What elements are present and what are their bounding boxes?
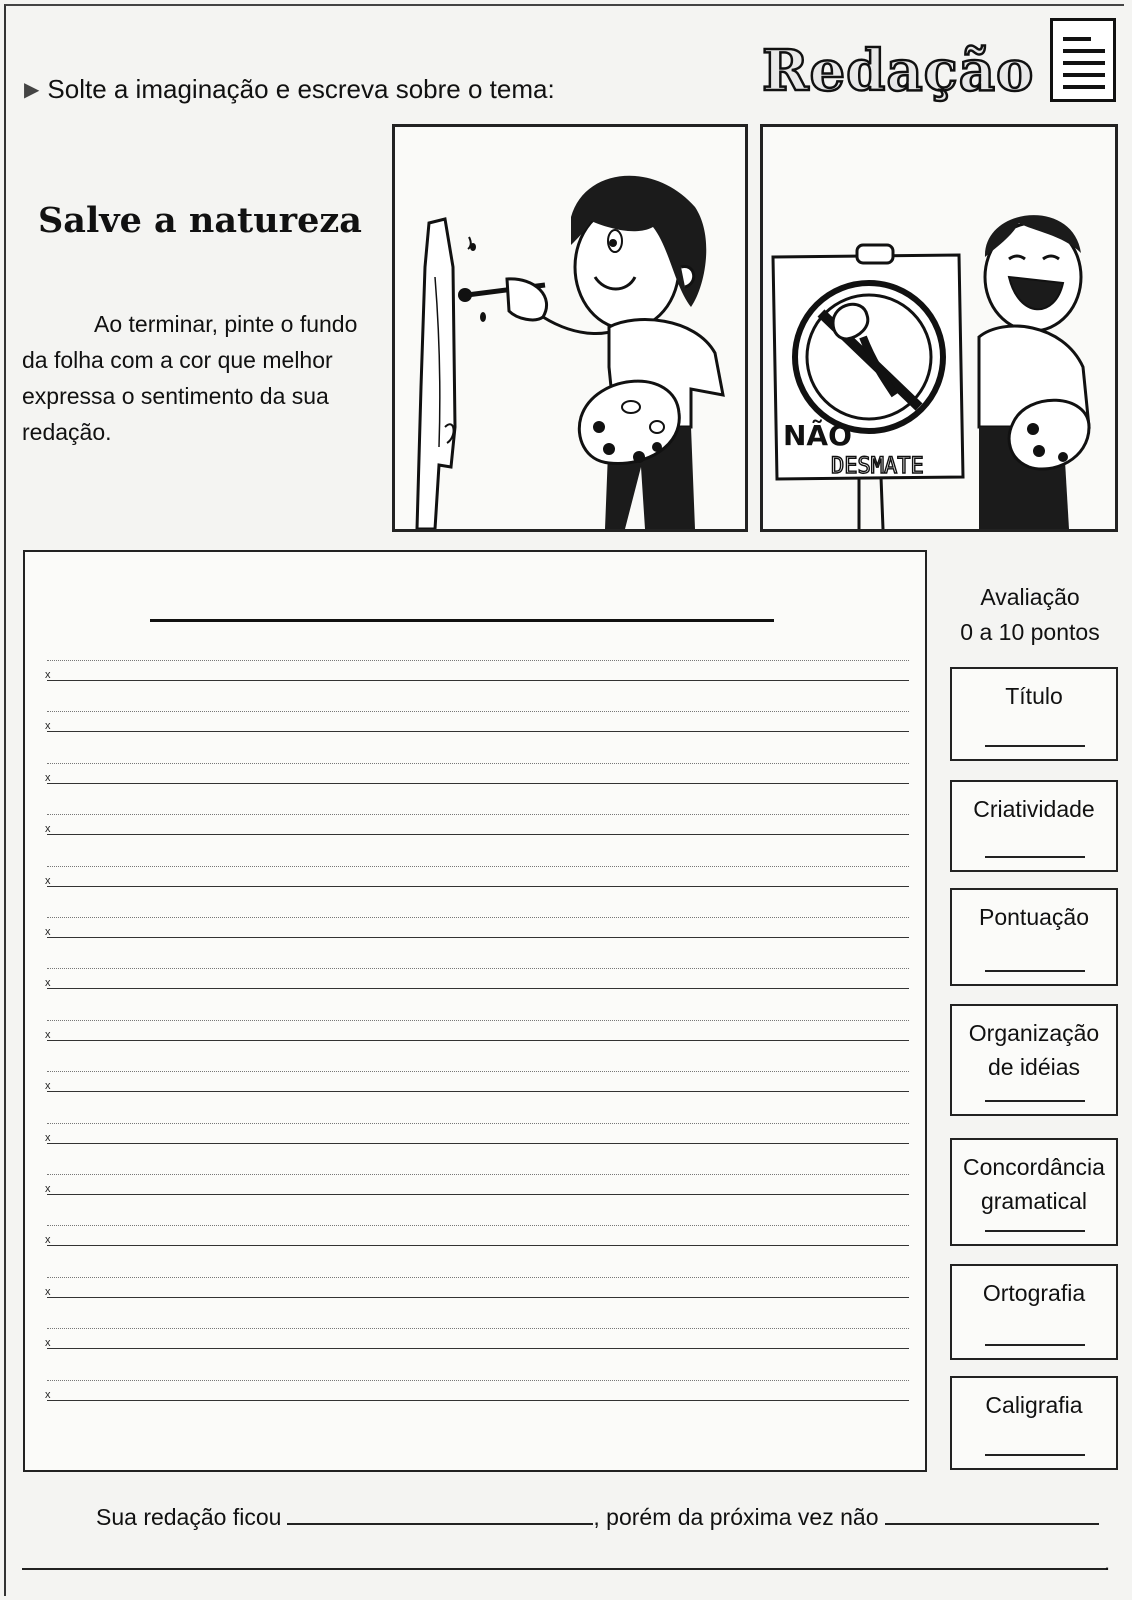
criterion-label-2: de idéias [987, 1054, 1081, 1080]
feedback-blank-2[interactable] [885, 1503, 1099, 1525]
writing-line[interactable] [47, 691, 909, 743]
illustration-panel-sign [760, 124, 1118, 532]
final-period: . [1104, 1550, 1111, 1575]
criterion-label: Organização [968, 1020, 1100, 1046]
line-marker: x [45, 1388, 51, 1401]
evaluation-box-concordancia[interactable] [950, 1138, 1118, 1246]
feedback-text-1: Sua redação ficou [96, 1504, 282, 1530]
writing-line[interactable] [47, 1308, 909, 1360]
criterion-label: Criatividade [973, 796, 1095, 822]
evaluation-title-line1: Avaliação [980, 584, 1080, 610]
feedback-sentence [96, 1503, 1099, 1531]
theme-instruction: Ao terminar, pinte o fundo da folha com a cor que melhor expressa o sentimento da sua redação. [22, 311, 358, 445]
writing-line[interactable] [47, 1000, 909, 1052]
writing-line[interactable] [47, 1051, 909, 1103]
score-line[interactable] [985, 1100, 1085, 1102]
score-line[interactable] [985, 745, 1085, 747]
writing-line[interactable] [47, 897, 909, 949]
writing-area[interactable] [23, 550, 927, 1472]
sign-text-desmate: DESMATE [831, 454, 924, 479]
writing-line[interactable] [47, 846, 909, 898]
line-marker: x [45, 771, 51, 784]
criterion-label-2: gramatical [980, 1188, 1088, 1214]
writing-line[interactable] [47, 1103, 909, 1155]
writing-line[interactable] [47, 948, 909, 1000]
header-instruction-text: Solte a imaginação e escreva sobre o tema: [47, 74, 555, 104]
line-marker: x [45, 1337, 51, 1350]
criterion-label: Caligrafia [985, 1392, 1083, 1418]
feedback-text-2: , porém da próxima vez não [593, 1504, 879, 1530]
line-marker: x [45, 977, 51, 990]
illustration-panel-painting [392, 124, 748, 532]
criterion-label: Ortografia [982, 1280, 1086, 1306]
line-marker: x [45, 1131, 51, 1144]
evaluation-box-pontuacao[interactable] [950, 888, 1118, 986]
criterion-label: Pontuação [979, 904, 1089, 930]
line-marker: x [45, 1183, 51, 1195]
line-marker: x [45, 1234, 51, 1247]
line-marker: x [45, 720, 51, 733]
logo-title: Redação [762, 38, 1035, 104]
boy-painting-illustration [395, 127, 745, 529]
writing-line[interactable] [47, 743, 909, 795]
line-marker: x [45, 823, 51, 836]
criterion-label: Título [1005, 683, 1063, 709]
writing-line[interactable] [47, 1154, 909, 1206]
score-line[interactable] [985, 1454, 1085, 1456]
score-line[interactable] [985, 1344, 1085, 1346]
essay-title-line[interactable] [150, 619, 774, 622]
line-marker: x [45, 669, 51, 681]
header-instruction [24, 74, 555, 105]
score-line[interactable] [985, 856, 1085, 858]
writing-line[interactable] [47, 794, 909, 846]
writing-line[interactable] [47, 1360, 909, 1412]
document-icon [1050, 18, 1116, 102]
feedback-blank-1[interactable] [287, 1503, 593, 1525]
theme-title: Salve a natureza [38, 200, 362, 241]
arrow-right-icon: ▶ [24, 79, 40, 101]
writing-line[interactable] [47, 1257, 909, 1309]
evaluation-title-line2: 0 a 10 pontos [960, 619, 1100, 645]
evaluation-box-titulo[interactable] [950, 667, 1118, 761]
score-line[interactable] [985, 970, 1085, 972]
evaluation-title [950, 580, 1110, 650]
line-marker: x [45, 926, 51, 938]
evaluation-box-ortografia[interactable] [950, 1264, 1118, 1360]
feedback-blank-3[interactable] [22, 1568, 1106, 1570]
writing-line[interactable] [47, 1205, 909, 1257]
evaluation-box-criatividade[interactable] [950, 780, 1118, 872]
writing-line[interactable] [47, 640, 909, 692]
criterion-label: Concordância [963, 1154, 1105, 1180]
sign-text-nao: NÃO [783, 419, 852, 452]
boy-with-sign-illustration [763, 127, 1115, 529]
line-marker: x [45, 874, 51, 887]
score-line[interactable] [985, 1230, 1085, 1232]
line-marker: x [45, 1285, 51, 1298]
evaluation-box-organizacao[interactable] [950, 1004, 1118, 1116]
evaluation-box-caligrafia[interactable] [950, 1376, 1118, 1470]
line-marker: x [45, 1080, 51, 1093]
line-marker: x [45, 1028, 51, 1041]
